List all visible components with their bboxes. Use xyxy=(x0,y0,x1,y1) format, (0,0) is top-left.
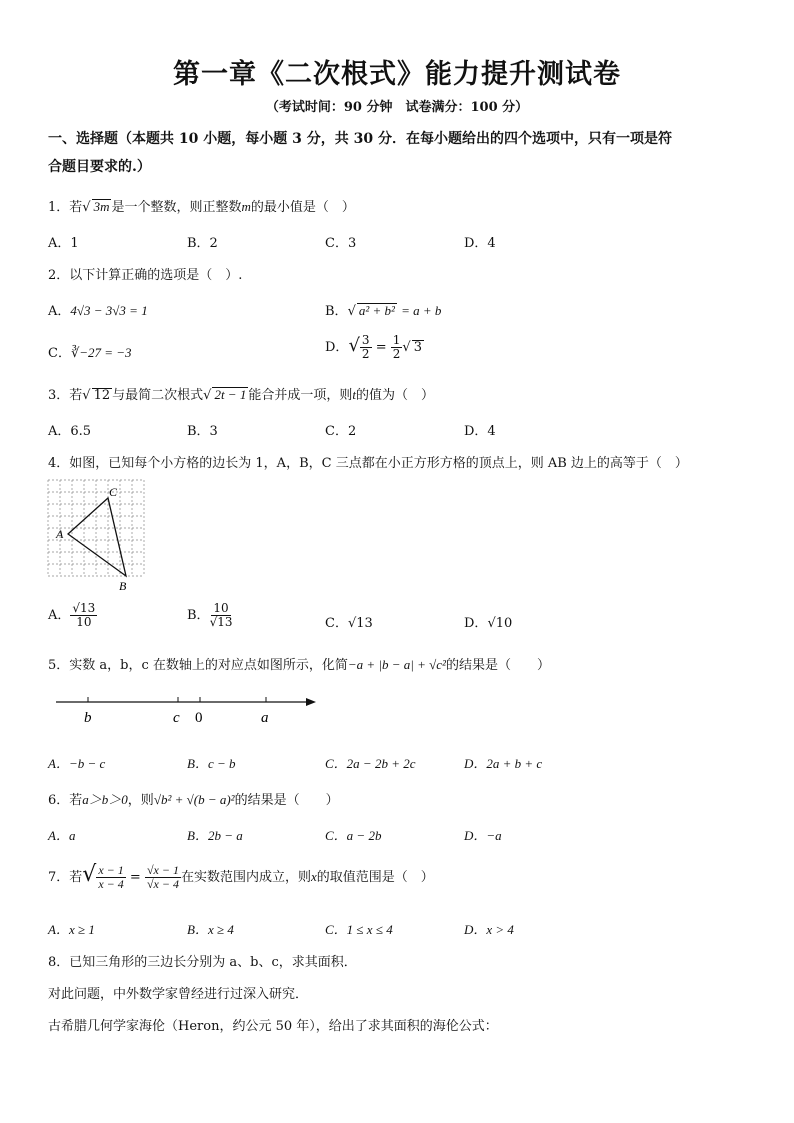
question-6-option-d[interactable]: D．−a xyxy=(464,828,502,843)
question-3-option-c[interactable]: C．2 xyxy=(325,424,357,439)
question-4-option-b[interactable]: B． $\frac{10}{√13}$ xyxy=(187,601,233,630)
question-6-option-c[interactable]: C．a − 2b xyxy=(325,828,382,843)
question-3-option-b[interactable]: B．3 xyxy=(187,424,218,439)
question-4-option-c[interactable]: C．√13 xyxy=(325,616,373,631)
label-a: a xyxy=(261,710,269,726)
number-line-figure xyxy=(54,690,324,730)
question-2-stem: 2．以下计算正确的选项是（ ）. xyxy=(48,268,243,283)
question-4-option-a[interactable]: A． $\frac{√13}{10}$ xyxy=(48,601,96,630)
question-5-option-d[interactable]: D．2a + b + c xyxy=(464,756,543,771)
question-6-option-b[interactable]: B．2b − a xyxy=(187,828,243,843)
question-5-option-a[interactable]: A．−b − c xyxy=(48,756,106,771)
question-4-option-d[interactable]: D．√10 xyxy=(464,616,513,631)
exam-info: （考试时间：90 分钟 试卷满分：100 分） xyxy=(265,100,529,115)
label-zero: 0 xyxy=(195,710,203,726)
question-2-option-d[interactable]: D．√ $\frac{3}{2}$ = $\frac{1}{2}$ √ 3 xyxy=(325,333,422,362)
question-4-stem: 4．如图，已知每个小方格的边长为 1，A，B，C 三点都在小正方形方格的顶点上，则 AB 边上的高等于（ ） xyxy=(48,456,688,471)
question-3-stem: 3．若√ 12 与最简二次根式√ 2t − 1 能合并成一项，则t的值为（ ） xyxy=(48,387,434,403)
vertex-label-b: B xyxy=(119,579,127,593)
question-2-option-c[interactable]: C．∛−27 = −3 xyxy=(48,345,132,361)
number-line-arrow xyxy=(306,698,316,706)
question-3-option-a[interactable]: A．6.5 xyxy=(48,424,92,439)
question-7-option-d[interactable]: D．x > 4 xyxy=(464,922,514,937)
question-7-stem: 7．若√ $\frac{x - 1}{x - 4}$ = $\frac{√x - 1}{√x - 4}$ 在实数范围内成立，则x的取值范围是（ ） xyxy=(48,862,434,891)
question-5-stem: 5．实数 a，b，c 在数轴上的对应点如图所示，化简−a + |b − a| + √c²的结果是（ ） xyxy=(48,657,550,673)
question-3-option-d[interactable]: D．4 xyxy=(464,424,496,439)
question-5-option-b[interactable]: B．c − b xyxy=(187,756,236,771)
page-title: 第一章《二次根式》能力提升测试卷 xyxy=(173,59,621,90)
question-1-stem: 1．若√ 3m 是一个整数，则正整数m的最小值是（ ） xyxy=(48,199,355,215)
question-7-option-a[interactable]: A．x ≥ 1 xyxy=(48,922,95,937)
vertex-label-c: C xyxy=(109,485,118,499)
question-1-option-b[interactable]: B．2 xyxy=(187,236,218,251)
section-heading-cont: 合题目要求的.） xyxy=(48,159,151,175)
question-1-option-d[interactable]: D．4 xyxy=(464,236,496,251)
section-heading: 一、选择题（本题共 10 小题，每小题 3 分，共 30 分．在每小题给出的四个选项中，只有一项是符 xyxy=(48,131,672,147)
question-8-text-2: 对此问题，中外数学家曾经进行过深入研究． xyxy=(48,987,309,1002)
question-7-option-c[interactable]: C．1 ≤ x ≤ 4 xyxy=(325,922,393,937)
grid-triangle-figure xyxy=(46,478,150,594)
question-1-option-c[interactable]: C．3 xyxy=(325,236,357,251)
label-b: b xyxy=(84,710,92,726)
question-7-option-b[interactable]: B．x ≥ 4 xyxy=(187,922,234,937)
question-5-option-c[interactable]: C．2a − 2b + 2c xyxy=(325,756,416,771)
question-2-option-a[interactable]: A．4√3 − 3√3 = 1 xyxy=(48,303,148,319)
label-c: c xyxy=(173,710,180,726)
question-8-stem: 8．已知三角形的三边长分别为 a、b、c，求其面积． xyxy=(48,955,357,970)
question-2-option-b[interactable]: B．√ a² + b² = a + b xyxy=(325,303,442,319)
question-6-option-a[interactable]: A．a xyxy=(48,828,76,843)
vertex-label-a: A xyxy=(56,527,64,541)
question-8-text-3: 古希腊几何学家海伦（Heron，约公元 50 年），给出了求其面积的海伦公式： xyxy=(48,1019,498,1034)
question-1-option-a[interactable]: A．1 xyxy=(48,236,79,251)
question-6-stem: 6．若a＞b＞0，则√b² + √(b − a)²的结果是（ ） xyxy=(48,792,339,808)
